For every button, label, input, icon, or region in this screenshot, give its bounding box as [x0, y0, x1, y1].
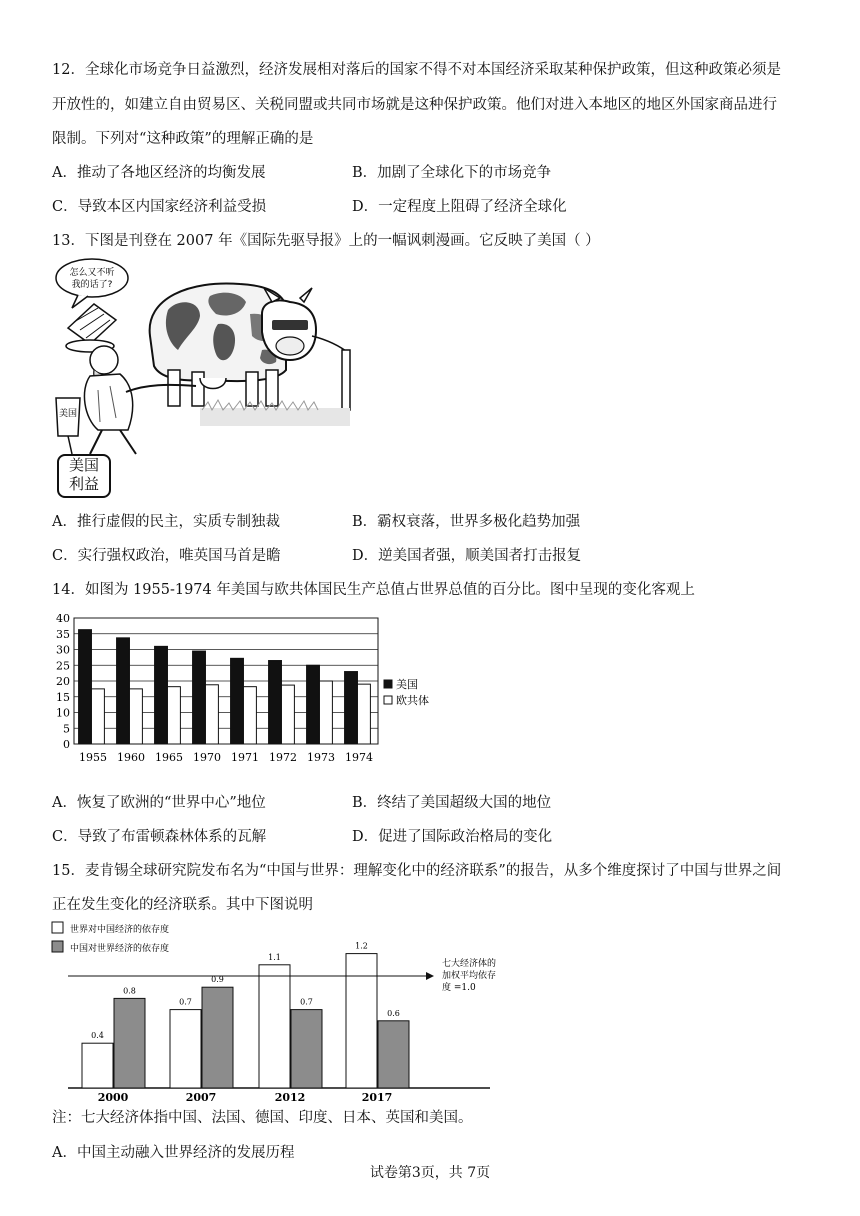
uncle-sam-hat — [68, 304, 116, 344]
x-tick-label: 2017 — [361, 1091, 393, 1102]
legend-label: 欧共体 — [396, 694, 429, 707]
q14-option-c[interactable]: C．导致了布雷顿森林体系的瓦解 — [52, 829, 267, 845]
us-interest-label — [57, 454, 111, 498]
bar-china-on-world — [202, 987, 233, 1088]
legend-swatch — [384, 680, 392, 688]
legend-swatch — [52, 922, 63, 933]
x-tick-label: 2000 — [97, 1091, 129, 1102]
x-tick-label: 1960 — [117, 751, 145, 764]
q13-option-d[interactable]: D．逆美国者强，顺美国者打击报复 — [352, 548, 582, 564]
data-label: 1.1 — [268, 952, 281, 962]
bar-ec — [129, 689, 142, 744]
bar-china-on-world — [291, 1010, 322, 1088]
reference-line-label: 加权平均依存 — [442, 971, 497, 981]
data-label: 0.7 — [300, 997, 313, 1007]
x-tick-label: 2007 — [185, 1091, 217, 1102]
bucket-label: 美国 — [58, 409, 78, 419]
q12-stem-line-1: 12．全球化市场竞争日益激烈，经济发展相对落后的国家不得不对本国经济采取某种保护政策，但这种政策必须是 — [52, 62, 781, 78]
bar-us — [155, 646, 168, 744]
post — [342, 350, 350, 410]
q15-option-a[interactable]: A．中国主动融入世界经济的发展历程 — [52, 1145, 295, 1161]
bar-ec — [281, 685, 294, 744]
bar-china-on-world — [114, 998, 145, 1088]
gnp-share-bar-chart — [50, 614, 450, 774]
page-footer: 试卷第3页，共 7页 — [369, 1165, 491, 1181]
us-interest-label-line-2: 利益 — [68, 475, 99, 493]
bar-ec — [319, 681, 332, 744]
q12-option-c[interactable]: C．导致本区内国家经济利益受损 — [52, 199, 267, 215]
q13-option-b[interactable]: B．霸权衰落，世界多极化趋势加强 — [352, 514, 581, 530]
reference-line-label: 七大经济体的 — [442, 959, 497, 969]
q12-option-d[interactable]: D．一定程度上阻碍了经济全球化 — [352, 199, 567, 215]
q12-stem-line-3: 限制。下列对“这种政策”的理解正确的是 — [52, 131, 314, 147]
y-tick-label: 25 — [56, 659, 70, 673]
q14-stem: 14．如图为 1955-1974 年美国与欧共体国民生产总值占世界总值的百分比。图中呈现的变化客观上 — [52, 582, 695, 598]
uncle-sam-body — [84, 374, 132, 430]
x-tick-label: 1965 — [155, 751, 183, 764]
bar-world-on-china — [170, 1010, 201, 1088]
data-label: 1.2 — [355, 941, 368, 951]
q14-option-a[interactable]: A．恢复了欧洲的“世界中心”地位 — [52, 795, 266, 811]
reference-line-label: 度 =1.0 — [442, 983, 476, 993]
q13-option-a[interactable]: A．推行虚假的民主，实质专制独裁 — [52, 514, 280, 530]
bar-world-on-china — [346, 954, 377, 1088]
q13-stem: 13．下图是刊登在 2007 年《国际先驱导报》上的一幅讽刺漫画。它反映了美国（ ） — [52, 233, 600, 249]
reference-line-arrow — [426, 972, 434, 980]
x-tick-label: 1972 — [269, 751, 297, 764]
y-tick-label: 20 — [56, 675, 70, 688]
bar-world-on-china — [82, 1043, 113, 1088]
bar-us — [117, 638, 130, 744]
x-tick-label: 1971 — [231, 751, 259, 764]
us-interest-label-line-1: 美国 — [68, 456, 99, 474]
q15-note: 注：七大经济体指中国、法国、德国、印度、日本、英国和美国。 — [52, 1110, 473, 1126]
q12-option-a[interactable]: A．推动了各地区经济的均衡发展 — [52, 165, 266, 181]
bar-china-on-world — [378, 1021, 409, 1088]
data-label: 0.7 — [179, 997, 192, 1007]
y-tick-label: 5 — [63, 722, 70, 736]
dependence-bar-chart — [48, 916, 518, 1102]
y-tick-label: 10 — [56, 706, 70, 720]
data-label: 0.4 — [91, 1031, 104, 1041]
bar-ec — [357, 684, 370, 744]
bar-us — [307, 665, 320, 744]
legend-label: 世界对中国经济的依存度 — [70, 925, 170, 935]
x-tick-label: 2012 — [274, 1091, 306, 1102]
q12-option-b[interactable]: B．加剧了全球化下的市场竞争 — [352, 165, 552, 181]
bar-world-on-china — [259, 965, 290, 1088]
bubble-text-line-2: 我的话了? — [71, 280, 113, 290]
bubble-text-line-1: 怎么又不听 — [69, 268, 115, 278]
bar-us — [269, 661, 282, 744]
data-label: 0.8 — [123, 986, 136, 996]
x-tick-label: 1974 — [345, 751, 373, 764]
bar-us — [193, 651, 206, 744]
q14-option-d[interactable]: D．促进了国际政治格局的变化 — [352, 829, 553, 845]
x-tick-label: 1955 — [79, 751, 107, 764]
bar-ec — [205, 685, 218, 744]
legend-swatch — [52, 941, 63, 952]
x-tick-label: 1970 — [193, 751, 221, 764]
data-label: 0.6 — [387, 1008, 400, 1018]
y-tick-label: 15 — [56, 690, 70, 704]
bar-ec — [243, 687, 256, 744]
y-tick-label: 0 — [63, 738, 70, 751]
legend-label: 中国对世界经济的依存度 — [70, 944, 170, 954]
bar-ec — [167, 687, 180, 744]
legend-swatch — [384, 696, 392, 704]
y-tick-label: 35 — [56, 627, 70, 641]
q13-option-c[interactable]: C．实行强权政治，唯英国马首是瞻 — [52, 548, 281, 564]
q14-option-b[interactable]: B．终结了美国超级大国的地位 — [352, 795, 552, 811]
bar-us — [345, 672, 358, 744]
legend-label: 美国 — [396, 678, 418, 691]
q12-stem-line-2: 开放性的，如建立自由贸易区、关税同盟或共同市场就是这种保护政策。他们对进入本地区的地区外国家商品进行 — [52, 97, 777, 113]
bar-us — [79, 630, 92, 744]
speech-bubble — [56, 259, 128, 297]
q15-stem-line-2: 正在发生变化的经济联系。其中下图说明 — [52, 897, 313, 913]
bar-us — [231, 658, 244, 744]
y-tick-label: 30 — [56, 643, 70, 657]
x-tick-label: 1973 — [307, 751, 335, 764]
uncle-sam-head — [90, 346, 118, 374]
y-tick-label: 40 — [56, 614, 70, 625]
q15-stem-line-1: 15．麦肯锡全球研究院发布名为“中国与世界：理解变化中的经济联系”的报告，从多个维度探讨了中国与世界之间 — [52, 863, 782, 879]
data-label: 0.9 — [211, 975, 224, 985]
bar-ec — [91, 689, 104, 744]
